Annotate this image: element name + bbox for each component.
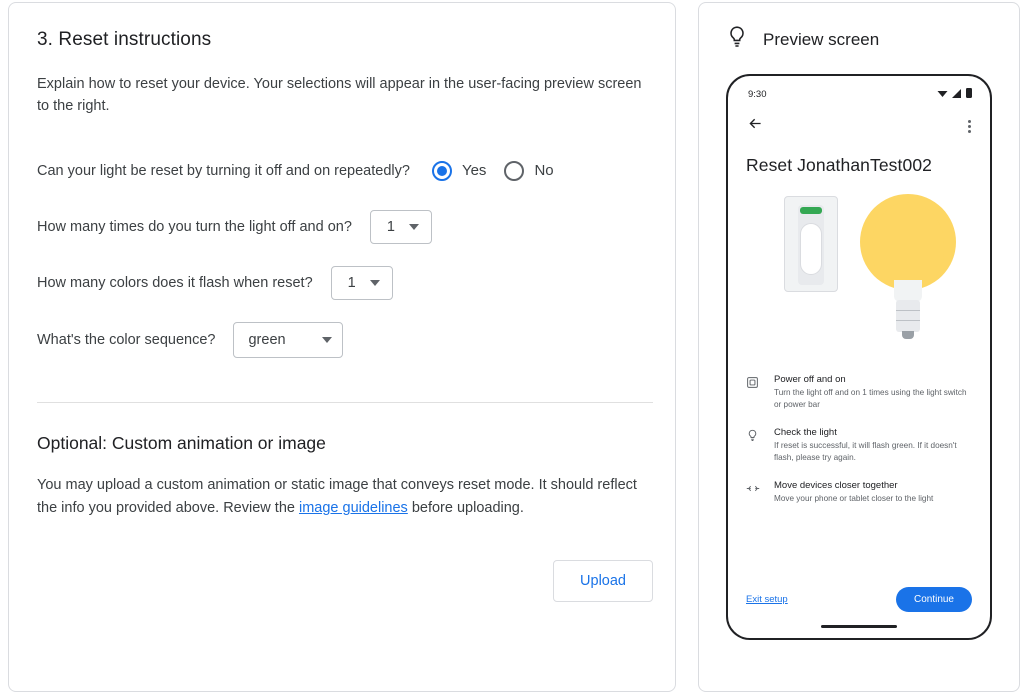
phone-topbar [742, 115, 976, 137]
question-colors [37, 266, 651, 300]
radio-option-yes[interactable] [432, 161, 486, 181]
move-closer-icon [746, 480, 762, 505]
back-arrow-icon[interactable] [747, 115, 764, 137]
step-text [774, 480, 933, 505]
status-time: 9:30 [748, 89, 767, 100]
question-sequence [37, 322, 651, 358]
colors-select-value: 1 [347, 274, 356, 291]
reset-toggle-radio-group [432, 161, 572, 181]
reset-steps-list [742, 374, 976, 504]
bulb-base [896, 300, 920, 332]
step-text [774, 374, 972, 411]
bulb-tip [902, 331, 914, 339]
radio-no-icon[interactable] [504, 161, 524, 181]
exit-setup-link[interactable]: Exit setup [746, 594, 788, 605]
step-body: Move your phone or tablet closer to the light [774, 493, 934, 503]
section-description: Explain how to reset your device. Your selections will appear in the user-facing preview screen to the right. [37, 76, 642, 115]
phone-preview [726, 74, 992, 640]
signal-icon [952, 89, 962, 101]
step-title: Move devices closer together [774, 479, 898, 491]
phone-statusbar [742, 86, 976, 101]
phone-footer [728, 587, 990, 612]
optional-desc-after: before uploading. [407, 500, 524, 517]
optional-desc-before: You may upload a custom animation or static image that conveys reset mode. It should reflect the info you provided above. Review the [37, 476, 637, 517]
divider [37, 402, 653, 403]
step-title: Check the light [774, 426, 837, 438]
switch-toggle [800, 223, 822, 275]
list-item [746, 427, 972, 464]
home-indicator [821, 625, 897, 628]
reset-illustration [742, 188, 976, 370]
sequence-select[interactable] [233, 322, 343, 358]
question-colors-label: How many colors does it flash when reset? [37, 274, 313, 291]
chevron-down-icon [409, 224, 419, 230]
image-guidelines-link[interactable]: image guidelines [298, 500, 408, 517]
reset-instructions-card [8, 2, 676, 692]
status-icons [937, 88, 972, 101]
lightbulb-icon [727, 25, 747, 54]
preview-header [699, 25, 1019, 54]
upload-button[interactable]: Upload [553, 560, 653, 602]
step-title: Power off and on [774, 374, 846, 385]
step-body: Turn the light off and on 1 times using the light switch or power bar [774, 388, 967, 409]
bulb-body [872, 202, 944, 288]
list-item [746, 374, 972, 411]
wifi-icon [937, 89, 948, 101]
radio-no-label: No [534, 162, 554, 180]
device-icon [746, 374, 762, 411]
upload-row [37, 560, 653, 602]
chevron-down-icon [370, 280, 380, 286]
phone-screen-title: Reset JonathanTest002 [746, 155, 932, 175]
step-body: If reset is successful, it will flash green. If it doesn't flash, please try again. [774, 440, 957, 462]
bulb-neck [894, 280, 922, 302]
optional-section-title: Optional: Custom animation or image [37, 432, 326, 453]
times-select[interactable] [370, 210, 432, 244]
continue-button[interactable]: Continue [896, 587, 972, 612]
colors-select[interactable] [331, 266, 393, 300]
light-switch-graphic [784, 196, 838, 292]
question-reset-toggle-label: Can your light be reset by turning it off and on repeatedly? [37, 162, 410, 179]
question-times [37, 210, 651, 244]
chevron-down-icon [322, 337, 332, 343]
battery-icon [966, 88, 972, 101]
preview-screen-card [698, 2, 1020, 692]
radio-yes-icon[interactable] [432, 161, 452, 181]
radio-option-no[interactable] [504, 161, 553, 181]
optional-section-description [37, 474, 651, 520]
step-text [774, 427, 972, 464]
question-reset-toggle [37, 154, 651, 188]
switch-led-indicator [800, 207, 822, 214]
times-select-value: 1 [386, 218, 395, 235]
lightbulb-icon [746, 427, 762, 464]
list-item [746, 480, 972, 505]
question-sequence-label: What's the color sequence? [37, 331, 216, 348]
overflow-menu-icon[interactable] [968, 120, 971, 133]
sequence-select-value: green [248, 331, 286, 348]
preview-header-title: Preview screen [763, 29, 880, 49]
question-times-label: How many times do you turn the light off and on? [37, 218, 352, 235]
radio-yes-label: Yes [461, 162, 487, 180]
page-title: 3. Reset instructions [37, 29, 212, 50]
